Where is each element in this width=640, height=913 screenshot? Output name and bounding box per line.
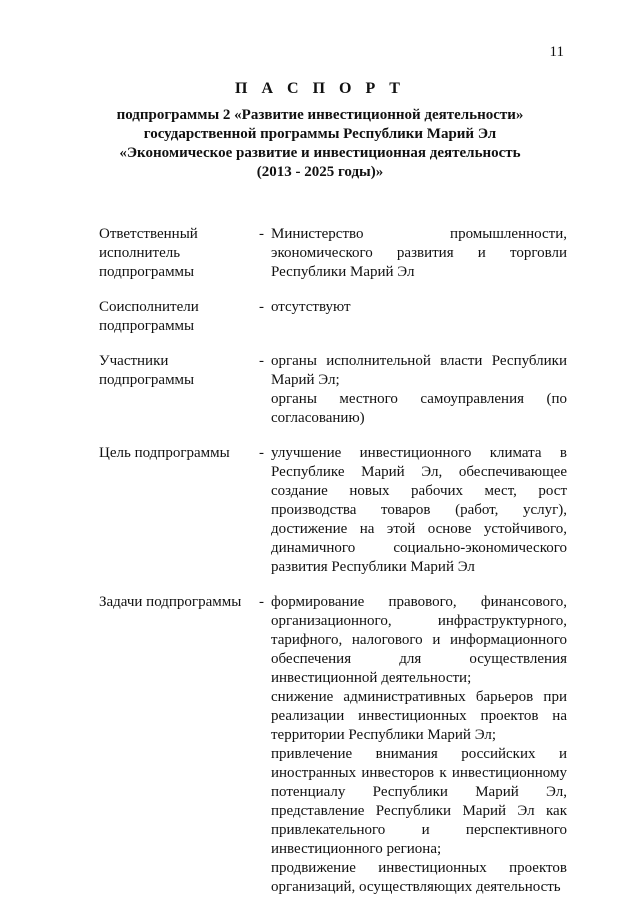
passport-row-responsible: [99, 225, 569, 282]
value-paragraph: Министерство промышленности, экономического развития и торговли Республики Марий Эл: [271, 226, 567, 280]
passport-row-goal: [99, 444, 569, 577]
passport-row-tasks: [99, 593, 569, 897]
value-paragraph: формирование правового, финансового, организационного, инфраструктурного, тарифного, налогового и информационного обеспечения для осуществления инвестиционной деятельности;: [271, 594, 567, 686]
row-value: [271, 225, 567, 282]
row-label: Ответственный исполнитель подпрограммы: [99, 226, 198, 280]
value-paragraph: органы исполнительной власти Республики Марий Эл;: [271, 353, 567, 388]
value-paragraph: снижение административных барьеров при реализации инвестиционных проектов на территории Республики Марий Эл;: [271, 689, 567, 743]
row-dash: -: [259, 299, 264, 315]
document-subtitle: [0, 106, 640, 182]
page-number: 11: [549, 44, 564, 60]
subtitle-line: подпрограммы 2 «Развитие инвестиционной деятельности»: [116, 107, 524, 123]
passport-row-coexecutors: [99, 298, 569, 336]
value-paragraph: продвижение инвестиционных проектов организаций, осуществляющих деятельность: [271, 860, 567, 895]
row-label: Задачи подпрограммы: [99, 594, 242, 610]
subtitle-line: «Экономическое развитие и инвестиционная деятельность: [119, 145, 521, 161]
passport-row-participants: [99, 352, 569, 428]
value-paragraph: улучшение инвестиционного климата в Республике Марий Эл, обеспечивающее создание новых рабочих мест, рост производства товаров (работ, услуг), достижение на этой основе устойчивого, динамичного социально-экономического развития Республики Марий Эл: [271, 445, 567, 575]
row-label: Соисполнители подпрограммы: [99, 299, 199, 334]
row-dash: -: [259, 353, 264, 369]
subtitle-line: государственной программы Республики Марий Эл: [143, 126, 497, 142]
row-label: Цель подпрограммы: [99, 445, 230, 461]
value-paragraph: отсутствуют: [271, 299, 351, 315]
row-dash: -: [259, 594, 264, 610]
subtitle-line: (2013 - 2025 годы)»: [256, 164, 384, 180]
row-value: [271, 298, 567, 336]
value-paragraph: органы местного самоуправления (по согласованию): [271, 391, 567, 426]
passport-table: [99, 225, 569, 913]
row-label: Участники подпрограммы: [99, 353, 195, 388]
document-title: П А С П О Р Т: [235, 80, 405, 97]
value-paragraph: привлечение внимания российских и иностранных инвесторов к инвестиционному потенциалу Республики Марий Эл, представление Республики Марий Эл как привлекательного и перспективного инвестиционного региона;: [271, 746, 567, 857]
row-value: [271, 593, 567, 897]
row-value: [271, 444, 567, 577]
row-dash: -: [259, 226, 264, 242]
row-value: [271, 352, 567, 428]
row-dash: -: [259, 445, 264, 461]
